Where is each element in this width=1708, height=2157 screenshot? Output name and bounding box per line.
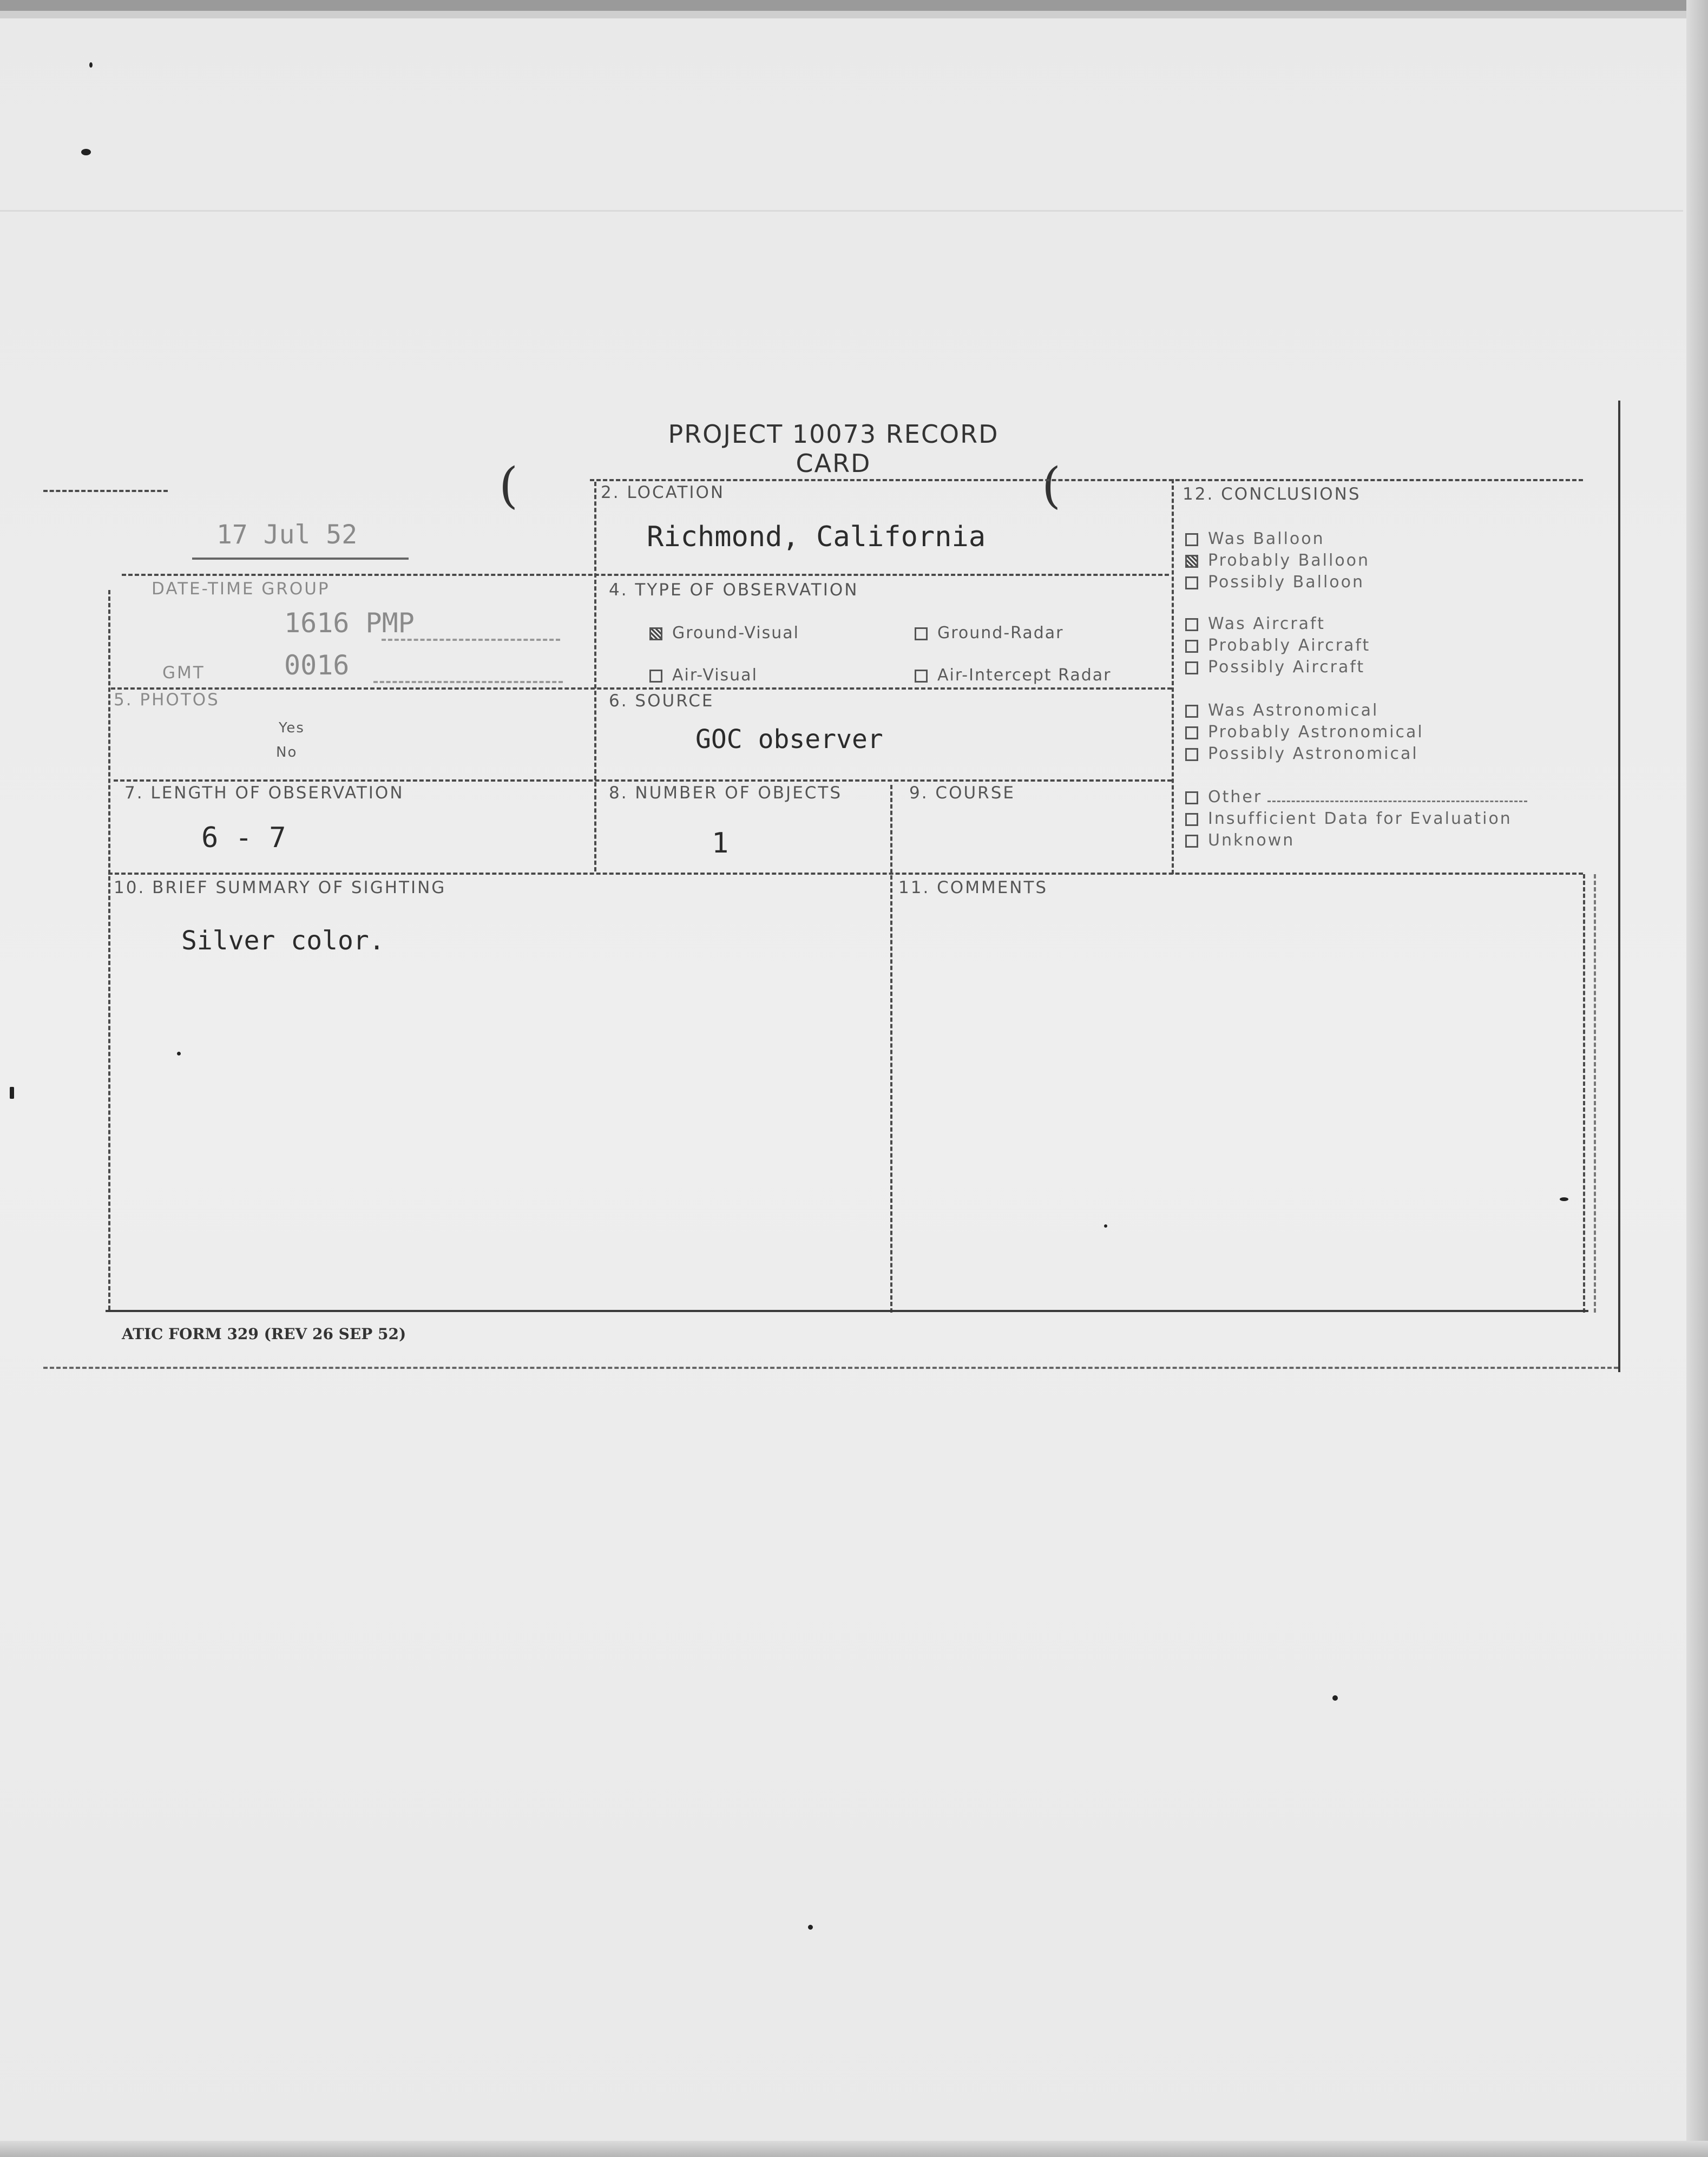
checkbox-icon [1185,791,1198,804]
scan-speck [808,1925,813,1930]
ground-radar-option[interactable]: Ground-Radar [915,624,1064,642]
conclusion-unknown[interactable]: Unknown [1185,831,1295,850]
length-of-observation-label: 7. LENGTH OF OBSERVATION [124,783,404,803]
conclusion-possibly-astronomical[interactable]: Possibly Astronomical [1185,744,1418,763]
checkbox-icon [1185,748,1198,761]
card-left-border [108,590,110,1310]
location-value: Richmond, California [647,521,986,553]
row-divider [114,779,1172,782]
photos-yes-option[interactable]: Yes [279,720,305,736]
row-divider [111,687,1172,690]
column-divider [1172,479,1174,874]
checkbox-icon [1185,835,1198,848]
checkbox-icon [1185,813,1198,826]
scan-border-top [0,0,1708,11]
checkbox-icon [1185,661,1198,674]
scan-speck [1560,1197,1568,1201]
time-underline [382,639,560,641]
column-divider [890,785,892,1313]
scan-speck [177,1052,181,1055]
conclusion-was-balloon[interactable]: Was Balloon [1185,529,1325,548]
date-underline [192,558,409,560]
photos-no-option[interactable]: No [276,744,298,760]
type-of-observation-label: 4. TYPE OF OBSERVATION [609,580,859,600]
checkbox-icon [1185,576,1198,589]
ground-visual-option[interactable]: Ground-Visual [649,624,799,642]
gmt-time-value: 0016 [284,650,350,681]
card-top-rule [590,479,1583,481]
scan-border-right [1686,0,1708,2157]
number-of-objects-value: 1 [712,827,729,860]
length-of-observation-value: 6 - 7 [201,822,286,854]
other-blank-line [1267,801,1527,802]
checkbox-icon [1185,726,1198,739]
date-time-group-label: DATE-TIME GROUP [152,579,330,599]
air-visual-option[interactable]: Air-Visual [649,666,758,685]
fold-line [0,210,1683,212]
comments-right-border-double [1594,874,1596,1313]
column-divider [594,482,596,871]
conclusion-possibly-balloon[interactable]: Possibly Balloon [1185,573,1364,592]
gmt-label: GMT [162,663,205,683]
conclusion-probably-balloon[interactable]: Probably Balloon [1185,551,1370,570]
card-outer-bottom-rule [43,1367,1618,1369]
scan-border-top-inner [0,11,1708,18]
row-divider [122,574,1169,576]
comments-right-border [1583,874,1585,1313]
checkbox-icon [1185,640,1198,653]
course-label: 9. COURSE [909,783,1015,803]
checkbox-checked-icon [649,627,662,640]
checkbox-icon [1185,618,1198,631]
scan-speck [89,62,93,68]
conclusion-probably-astronomical[interactable]: Probably Astronomical [1185,723,1424,742]
bracket-mark: ( [499,457,518,514]
date-value: 17 Jul 52 [216,520,358,550]
conclusions-label: 12. CONCLUSIONS [1183,484,1361,504]
card-top-rule-left [43,490,168,492]
scan-speck [1332,1695,1338,1701]
card-title: PROJECT 10073 RECORD CARD [668,419,999,478]
gmt-underline [373,681,563,683]
number-of-objects-label: 8. NUMBER OF OBJECTS [609,783,843,803]
source-value: GOC observer [695,724,883,755]
scan-speck [1104,1224,1107,1228]
conclusion-insufficient-data[interactable]: Insufficient Data for Evaluation [1185,809,1512,828]
comments-label: 11. COMMENTS [898,878,1048,897]
photos-label: 5. PHOTOS [114,690,220,710]
conclusion-probably-aircraft[interactable]: Probably Aircraft [1185,636,1370,655]
checkbox-icon [915,627,928,640]
conclusion-other[interactable]: Other [1185,788,1527,807]
checkbox-icon [1185,705,1198,718]
summary-label: 10. BRIEF SUMMARY OF SIGHTING [114,878,446,897]
local-time-value: 1616 PMP [284,607,415,639]
summary-value: Silver color. [181,926,385,956]
scan-speck [10,1087,14,1099]
bracket-mark: ( [1042,457,1061,514]
scan-border-bottom [0,2141,1708,2157]
checkbox-icon [649,670,662,683]
source-label: 6. SOURCE [609,691,714,711]
card-bottom-edge [106,1310,1588,1312]
location-label: 2. LOCATION [601,483,725,502]
form-footer: ATIC FORM 329 (REV 26 SEP 52) [122,1325,406,1343]
conclusion-was-aircraft[interactable]: Was Aircraft [1185,614,1325,633]
conclusion-was-astronomical[interactable]: Was Astronomical [1185,701,1378,720]
checkbox-icon [1185,533,1198,546]
card-right-edge [1618,401,1620,1372]
checkbox-checked-icon [1185,555,1198,568]
air-intercept-radar-option[interactable]: Air-Intercept Radar [915,666,1111,685]
checkbox-icon [915,670,928,683]
row-divider [108,873,1583,875]
conclusion-possibly-aircraft[interactable]: Possibly Aircraft [1185,658,1365,677]
scan-speck [81,149,91,155]
